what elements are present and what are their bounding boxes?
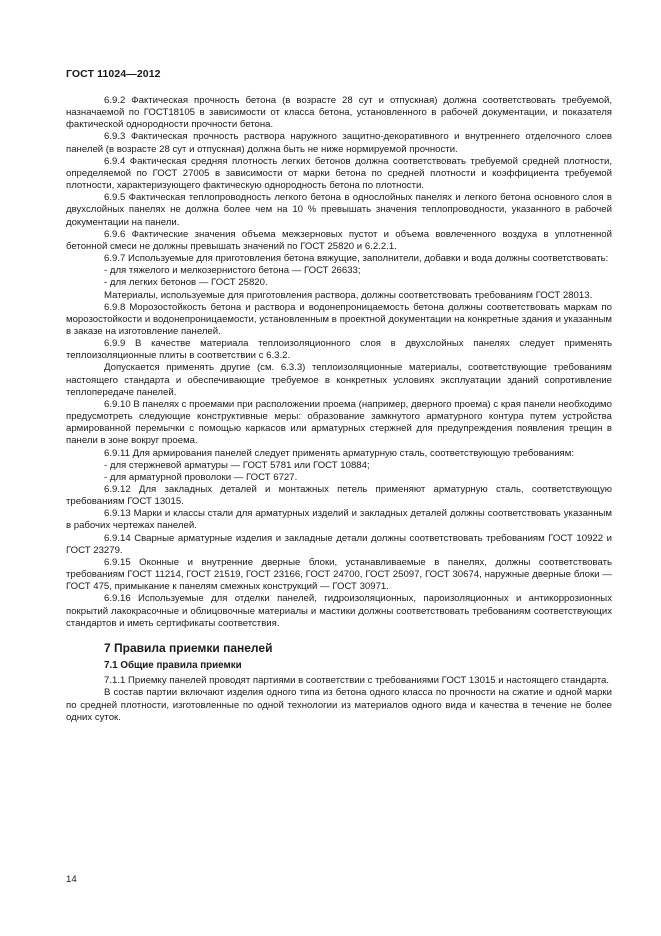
paragraph: 6.9.12 Для закладных деталей и монтажных петель применяют арматурную сталь, соответствующую требованиям ГОСТ 13015. xyxy=(66,484,612,508)
paragraph: 7.1.1 Приемку панелей проводят партиями в соответствии с требованиями ГОСТ 13015 и настоящего стандарта. xyxy=(104,675,610,687)
paragraph: В состав партии включают изделия одного типа из бетона одного класса по прочности на сжатие и одной марки по средней плотности, изготовленные по одной технологии из материалов одного вида и качества в течение не более одних суток. xyxy=(66,687,612,723)
document-body xyxy=(66,95,612,724)
paragraph: 6.9.2 Фактическая прочность бетона (в возрасте 28 сут и отпускная) должна соответствовать требуемой, назначаемой по ГОСТ18105 в зависимости от класса бетона, установленного в рабочей документации, и показателя фактической однородности прочности бетона. xyxy=(66,95,612,131)
paragraph: 6.9.7 Используемые для приготовления бетона вяжущие, заполнители, добавки и вода должны соответствовать: xyxy=(104,253,609,265)
paragraph: 6.9.8 Морозостойкость бетона и раствора и водонепроницаемость бетона должны соответствовать маркам по морозостойкости и водонепроницаемости, установленным в проектной документации на конкретные здания и указанным в заказе на изготовление панелей. xyxy=(66,301,612,337)
page-number: 14 xyxy=(66,874,77,885)
paragraph: 6.9.5 Фактическая теплопроводность легкого бетона в однослойных панелях и легкого бетона основного слоя в двухслойных панелях не должна более чем на 10 % превышать значения теплопроводности, указанного в рабочей документации на панели. xyxy=(66,192,612,228)
paragraph: 6.9.13 Марки и классы стали для арматурных изделий и закладных деталей должны соответствовать указанным в рабочих чертежах панелей. xyxy=(66,508,612,532)
paragraph: 6.9.4 Фактическая средняя плотность легких бетонов должна соответствовать требуемой средней плотности, определяемой по ГОСТ 27005 в зависимости от марки бетона по средней плотности и коэффициента требуемой плотности, характеризующего фактическую однородность бетона по плотности. xyxy=(66,155,612,192)
paragraph: 6.9.14 Сварные арматурные изделия и закладные детали должны соответствовать требованиям ГОСТ 10922 и ГОСТ 23279. xyxy=(66,532,612,556)
paragraph: 6.9.15 Оконные и внутренние дверные блоки, устанавливаемые в панелях, должны соответствовать требованиям ГОСТ 11214, ГОСТ 21519, ГОСТ 23166, ГОСТ 24700, ГОСТ 25097, ГОСТ 30674, наружные дверные блоки — ГОСТ 475, примыкание к панелям смежных конструкций — ГОСТ 30971. xyxy=(66,556,612,593)
subsection-heading: 7.1 Общие правила приемки xyxy=(104,660,242,672)
list-item: - для арматурной проволоки — ГОСТ 6727. xyxy=(104,471,298,483)
paragraph: Допускается применять другие (см. 6.3.3) теплоизоляционные материалы, соответствующие требованиям настоящего стандарта и обеспечивающие требуемое в конкретных условиях эксплуатации зданий сопротивление теплопередаче панелей. xyxy=(66,362,612,398)
section-heading: 7 Правила приемки панелей xyxy=(104,640,273,655)
list-item: - для тяжелого и мелкозернистого бетона — ГОСТ 26633; xyxy=(104,265,361,277)
list-item: - для стержневой арматуры — ГОСТ 5781 или ГОСТ 10884; xyxy=(104,459,370,471)
paragraph: 6.9.9 В качестве материала теплоизоляционного слоя в двухслойных панелях следует применять теплоизоляционные плиты в соответствии с 6.3.2. xyxy=(66,338,612,362)
paragraph: 6.9.10 В панелях с проемами при расположении проема (например, дверного проема) с края панели необходимо предусмотреть следующие конструктивные меры: образование замкнутого арматурного контура путем устройства армированной перемычки с помощью каркасов или арматурных стержней для предупреждения появления трещин в панели в зоне вокруг проема. xyxy=(66,398,612,447)
document-header: ГОСТ 11024—2012 xyxy=(66,68,161,80)
paragraph: 6.9.16 Используемые для отделки панелей, гидроизоляционных, пароизоляционных и антикоррозионных покрытий лакокрасочные и облицовочные материалы и мастики должны соответствовать требованиям соответствующих стандартов и иметь сертификаты соответствия. xyxy=(66,593,612,629)
paragraph: 6.9.3 Фактическая прочность раствора наружного защитно-декоративного и внутреннего отделочного слоев панелей (в возрасте 28 сут и отпускная) должна быть не ниже нормируемой прочности. xyxy=(66,131,612,155)
paragraph: 6.9.11 Для армирования панелей следует применять арматурную сталь, соответствующую требованиям: xyxy=(104,447,575,459)
list-item: - для легких бетонов — ГОСТ 25820. xyxy=(104,277,268,289)
paragraph: 6.9.6 Фактические значения объема межзерновых пустот и объема вовлеченного воздуха в уплотненной бетонной смеси не должны превышать значений по ГОСТ 25820 и 6.2.2.1. xyxy=(66,228,612,252)
paragraph: Материалы, используемые для приготовления раствора, должны соответствовать требованиям ГОСТ 28013. xyxy=(104,289,593,301)
